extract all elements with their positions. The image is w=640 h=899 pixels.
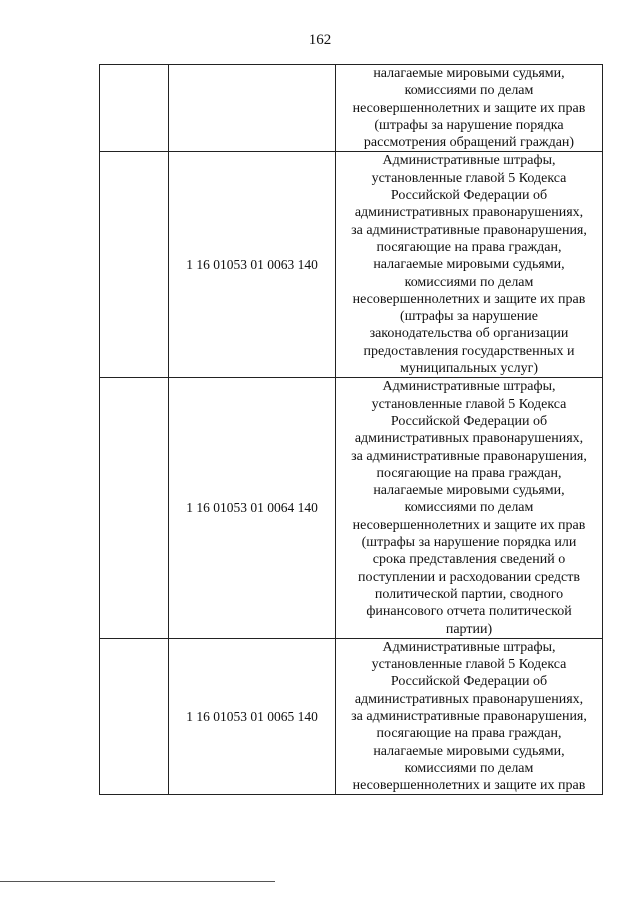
- description-line: Административные штрафы,: [382, 379, 556, 395]
- description-line: посягающие на права граждан,: [376, 726, 562, 742]
- description-line: рассмотрения обращений граждан): [363, 135, 575, 151]
- budget-code-cell: 1 16 01053 01 0065 140: [169, 638, 336, 795]
- table-row: [100, 65, 603, 152]
- description-line: административных правонарушениях,: [354, 205, 584, 221]
- description-line: несовершеннолетних и защите их прав: [352, 778, 586, 794]
- description-line: Административные штрафы,: [382, 639, 556, 655]
- description-line: партии): [445, 621, 493, 637]
- description-line: комиссиями по делам: [404, 83, 534, 99]
- description-line: Административные штрафы,: [382, 153, 556, 169]
- description-line: налагаемые мировыми судьями,: [373, 257, 565, 273]
- description-line: комиссиями по делам: [404, 760, 534, 776]
- description-line: за административные правонарушения,: [351, 448, 587, 464]
- description-line: политической партии, сводного: [374, 586, 564, 602]
- description-line: комиссиями по делам: [404, 500, 534, 516]
- blank-cell: [100, 378, 169, 638]
- page-number: 162: [308, 32, 332, 48]
- description-line: административных правонарушениях,: [354, 691, 584, 707]
- description-line: за административные правонарушения,: [351, 222, 587, 238]
- description-line: несовершеннолетних и защите их прав: [352, 291, 586, 307]
- table-row: [100, 378, 603, 638]
- description-line: за административные правонарушения,: [351, 708, 587, 724]
- description-line: (штрафы за нарушение: [400, 309, 538, 325]
- budget-code-cell: 1 16 01053 01 0063 140: [169, 152, 336, 378]
- description-line: Российской Федерации об: [390, 188, 548, 204]
- table-row: [100, 152, 603, 378]
- description-line: несовершеннолетних и защите их прав: [352, 100, 586, 116]
- budget-code-table: [99, 64, 603, 795]
- description-line: (штрафы за нарушение порядка или: [361, 535, 577, 551]
- description-line: (штрафы за нарушение порядка: [374, 117, 564, 133]
- description-line: Российской Федерации об: [390, 674, 548, 690]
- description-line: посягающие на права граждан,: [376, 239, 562, 255]
- table-body: [100, 65, 603, 795]
- blank-cell: [100, 65, 169, 152]
- description-line: административных правонарушениях,: [354, 431, 584, 447]
- description-line: муниципальных услуг): [399, 361, 539, 377]
- description-line: несовершеннолетних и защите их прав: [352, 517, 586, 533]
- description-line: налагаемые мировыми судьями,: [373, 483, 565, 499]
- blank-cell: [100, 152, 169, 378]
- bottom-rule: [0, 881, 275, 882]
- description-line: Российской Федерации об: [390, 413, 548, 429]
- description-line: установленные главой 5 Кодекса: [371, 657, 567, 673]
- description-cell: [336, 152, 603, 378]
- description-cell: [336, 638, 603, 795]
- description-line: установленные главой 5 Кодекса: [371, 396, 567, 412]
- description-line: срока представления сведений о: [372, 552, 566, 568]
- description-line: предоставления государственных и: [363, 343, 575, 359]
- table-row: [100, 638, 603, 795]
- description-line: комиссиями по делам: [404, 274, 534, 290]
- budget-code-cell: 1 16 01053 01 0064 140: [169, 378, 336, 638]
- description-line: налагаемые мировыми судьями,: [373, 66, 565, 81]
- description-line: налагаемые мировыми судьями,: [373, 743, 565, 759]
- description-cell: [336, 378, 603, 638]
- description-line: законодательства об организации: [369, 326, 569, 342]
- description-line: посягающие на права граждан,: [376, 465, 562, 481]
- blank-cell: [100, 638, 169, 795]
- description-line: поступлении и расходовании средств: [357, 569, 580, 585]
- description-cell: [336, 65, 603, 152]
- description-line: установленные главой 5 Кодекса: [371, 170, 567, 186]
- budget-code-cell: [169, 65, 336, 152]
- description-line: финансового отчета политической: [366, 604, 572, 620]
